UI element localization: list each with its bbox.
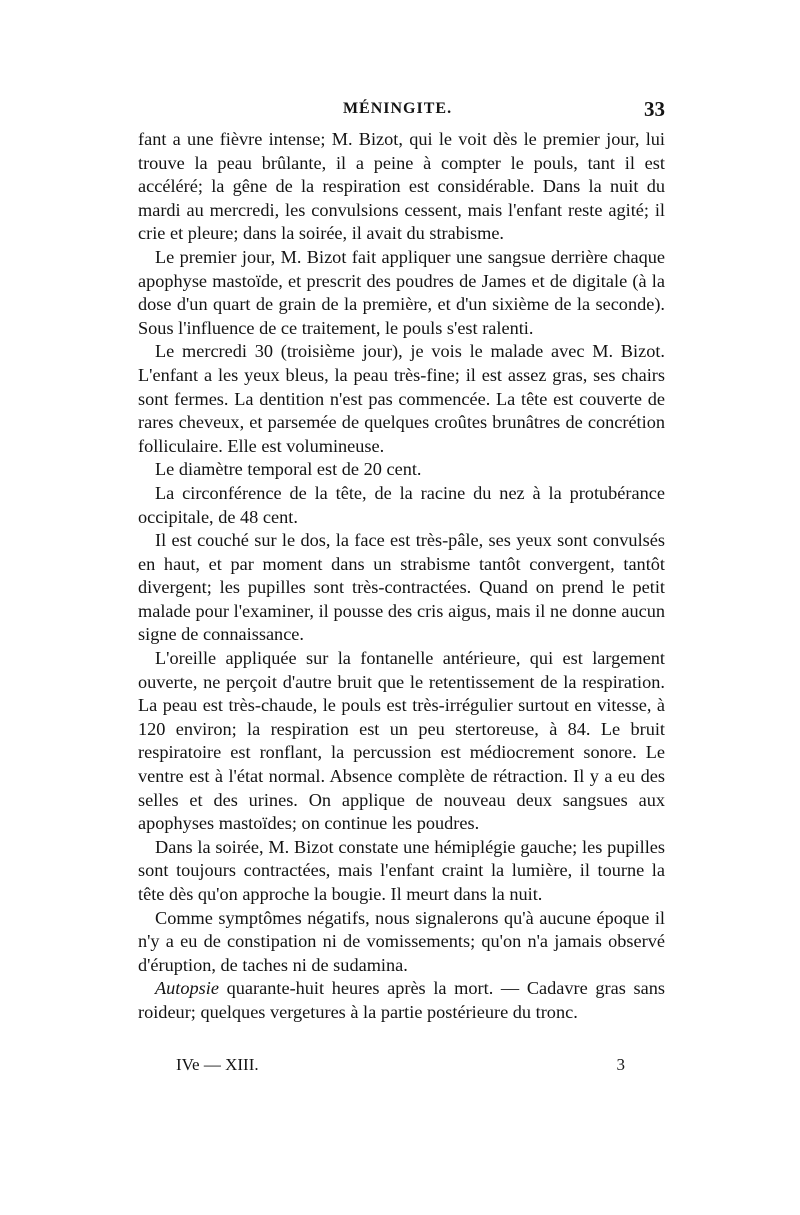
paragraph-head-circumference: La circonférence de la tête, de la racine du nez à la protubérance occipitale, de 48 cent. (138, 482, 665, 527)
signature-mark: IVe — XIII. (176, 1055, 259, 1074)
paragraph-autopsy (138, 977, 665, 1024)
signature-number: 3 (616, 1055, 625, 1074)
paragraph-third-day-exam: Le mercredi 30 (troisième jour), je vois le malade avec M. Bizot. L'enfant a les yeux bleus, la peau très-fine; il est assez gras, ses chairs sont fermes. La dentition n'est pas commencée. La tête est couverte de rares cheveux, et parsemée de quelques croûtes brunâtres de concrétion folliculaire. Elle est volumineuse. (138, 341, 665, 456)
paragraph-posture-eyes: Il est couché sur le dos, la face est très-pâle, ses yeux sont convulsés en haut, et par moment dans un strabisme tantôt convergent, tantôt divergent; les pupilles sont très-contractées. Quand on prend le petit malade pour l'examiner, il pousse des cris aigus, mais il ne donne aucun signe de connaissance. (138, 530, 665, 645)
page-footer (138, 1055, 665, 1079)
running-head-title: MÉNINGITE. (342, 100, 453, 117)
paragraph-auscultation: L'oreille appliquée sur la fontanelle antérieure, qui est largement ouverte, ne perçoit d'autre bruit que le retentissement de la respiration. La peau est très-chaude, le pouls est très-irrégulier surtout en vitesse, à 120 environ; la respiration est un peu stertoreuse, à 84. Le bruit respiratoire est ronflant, la percussion est médiocrement sonore. Le ventre est à l'état normal. Absence complète de rétraction. Il y a eu des selles et des urines. On applique de nouveau deux sangsues aux apophyses mastoïdes; on continue les poudres. (138, 648, 665, 834)
paragraph-first-day-treatment: Le premier jour, M. Bizot fait appliquer une sangsue derrière chaque apophyse mastoïde, et prescrit des poudres de James et de digitale (à la dose d'un quart de grain de la première, et d'un sixième de la seconde). Sous l'influence de ce traitement, le pouls s'est ralenti. (138, 246, 665, 338)
body-text (138, 128, 665, 1025)
paragraph-evening-hemiplegia: Dans la soirée, M. Bizot constate une hémiplégie gauche; les pupilles sont toujours contractées, mais l'enfant craint la lumière, il tourne la tête dès qu'on approche la bougie. Il meurt dans la nuit. (138, 836, 665, 904)
paragraph-fever: fant a une fièvre intense; M. Bizot, qui le voit dès le premier jour, lui trouve la peau brûlante, il a peine à compter le pouls, tant il est accéléré; la gêne de la respiration est considérable. Dans la nuit du mardi au mercredi, les convulsions cessent, mais l'enfant reste agité; il crie et pleure; dans la soirée, il avait du strabisme. (138, 129, 665, 244)
autopsy-text: quarante-huit heures après la mort. — Cadavre gras sans roideur; quelques vergetures à la partie postérieure du tronc. (138, 978, 665, 1022)
running-head (130, 97, 665, 124)
paragraph-negative-symptoms: Comme symptômes négatifs, nous signalerons qu'à aucune époque il n'y a eu de constipation ni de vomissements; qu'on n'a jamais observé d'éruption, de taches ni de sudamina. (138, 907, 665, 975)
autopsy-lead: Autopsie (155, 978, 219, 999)
page-number: 33 (644, 97, 665, 121)
paragraph-temporal-diameter: Le diamètre temporal est de 20 cent. (155, 459, 422, 480)
